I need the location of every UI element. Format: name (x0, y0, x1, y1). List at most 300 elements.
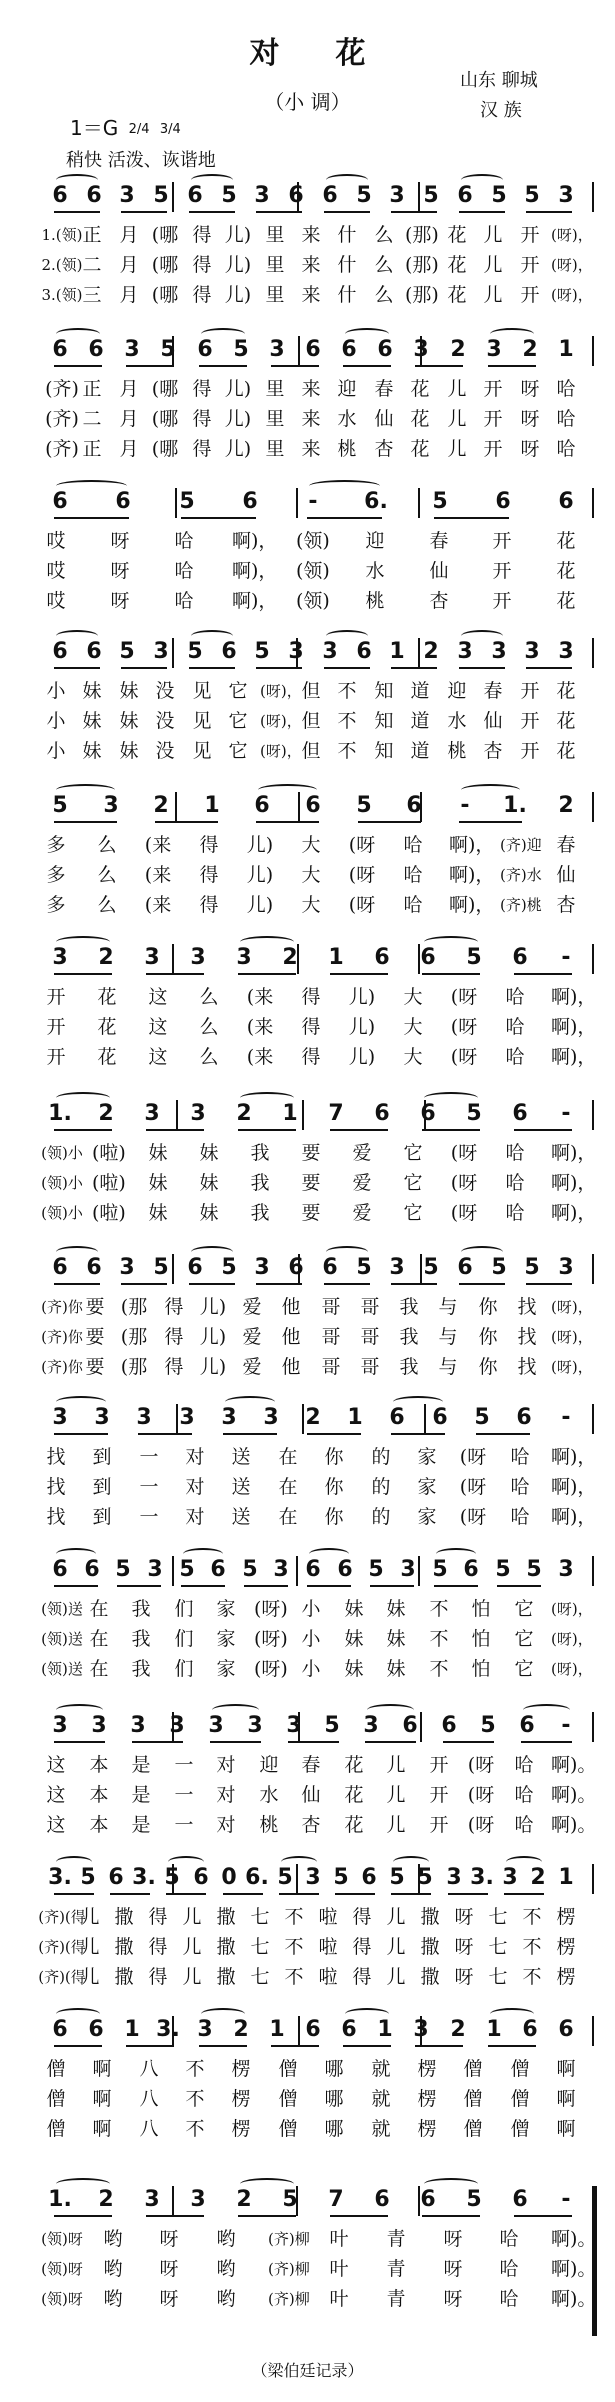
lyric-syllable: 妹 (148, 1202, 168, 1224)
note: 6 (516, 1405, 532, 1430)
lyric-syllable: (呀)， (551, 226, 593, 244)
beam-line (189, 211, 235, 213)
note: 1 (558, 337, 574, 362)
lyric-syllable: 么 (374, 284, 394, 306)
lyric-syllable: 儿 (447, 438, 467, 460)
lyric-syllable: (那 (120, 1326, 148, 1348)
lyric-syllable: 妹 (119, 710, 139, 732)
beam-line (422, 2215, 480, 2217)
lyric-syllable: 家 (417, 1446, 437, 1468)
note: 5 (233, 337, 249, 362)
beam-line (391, 1433, 445, 1435)
lyric-line (0, 892, 615, 918)
lyric-syllable: 小 (301, 1658, 321, 1680)
beam-line (54, 821, 117, 823)
lyric-syllable: 找 (517, 1326, 537, 1348)
lyric-syllable: 楞 (556, 1936, 576, 1958)
beam-line (238, 2215, 296, 2217)
lyric-syllable: 我 (250, 1172, 270, 1194)
note: 6 (197, 337, 213, 362)
staff-system (0, 182, 615, 332)
note: 5 (277, 1865, 293, 1890)
lyric-syllable: 哈 (505, 1172, 525, 1194)
beam-line (238, 973, 296, 975)
lyric-syllable: 来 (301, 408, 321, 430)
lyric-syllable: 我 (250, 1202, 270, 1224)
lyric-syllable: 他 (281, 1356, 301, 1378)
note: 5 (432, 1557, 448, 1582)
lyric-syllable: 哟 (216, 2258, 236, 2280)
lyric-syllable: 么 (199, 1046, 219, 1068)
lyric-syllable: 儿 (182, 1906, 202, 1928)
lyric-syllable: 多 (46, 864, 66, 886)
note: 3 (558, 1255, 574, 1280)
lyric-syllable: 是 (131, 1784, 151, 1806)
note: 5 (179, 1557, 195, 1582)
lyric-syllable: 它 (514, 1598, 534, 1620)
lyric-syllable: (领) (296, 530, 330, 552)
beam-line (422, 973, 480, 975)
beam-line (199, 2045, 247, 2047)
lyric-syllable: 春 (301, 1754, 321, 1776)
lyric-syllable: 妹 (148, 1142, 168, 1164)
lyric-syllable: 迎 (259, 1754, 279, 1776)
note: 5 (221, 183, 237, 208)
lyric-syllable: 本 (89, 1754, 109, 1776)
lyric-syllable: 哥 (360, 1296, 380, 1318)
beam-line (181, 1585, 225, 1587)
lyric-syllable: 得 (164, 1296, 184, 1318)
lyric-syllable: 不 (522, 1966, 542, 1988)
lyric-syllable: 哈 (403, 864, 423, 886)
beam-line (166, 1893, 206, 1895)
lyric-syllable: 啊)， (551, 1476, 597, 1498)
beam-line (54, 365, 102, 367)
lyric-syllable: (呀 (450, 986, 478, 1008)
note: 2 (530, 1865, 546, 1890)
lyric-syllable: (领) (296, 590, 330, 612)
lyric-syllable: 哥 (360, 1326, 380, 1348)
beam-line (199, 365, 247, 367)
lyric-syllable: 儿 (386, 1754, 406, 1776)
note: 1 (269, 2017, 285, 2042)
lyric-syllable: 没 (155, 710, 175, 732)
slur (201, 328, 245, 340)
lyric-syllable: (来 (144, 834, 172, 856)
lyric-syllable: 道 (410, 710, 430, 732)
lyric-syllable: 怕 (471, 1628, 491, 1650)
beam-line (121, 211, 167, 213)
lyric-syllable: 大 (403, 986, 423, 1008)
lyric-syllable: (啦) (92, 1202, 126, 1224)
lyric-syllable: 这 (46, 1814, 66, 1836)
lyric-syllable: 2.(领) (41, 256, 83, 274)
beam-line (54, 1585, 98, 1587)
lyric-syllable: 开 (492, 530, 512, 552)
lyric-syllable: (呀)， (260, 712, 302, 730)
lyric-syllable: 哥 (321, 1326, 341, 1348)
note: 6 (52, 2017, 68, 2042)
lyric-syllable: 儿 (483, 224, 503, 246)
note: 5 (333, 1865, 349, 1890)
note: - (308, 489, 318, 514)
lyric-syllable: 里 (265, 378, 285, 400)
note: 1 (328, 945, 344, 970)
lyric-syllable: 么 (97, 834, 117, 856)
note: 3. (132, 1865, 156, 1890)
lyric-syllable: (哪 (151, 284, 179, 306)
lyric-syllable: 儿) (348, 986, 376, 1008)
key-label: 1＝G (70, 116, 119, 140)
note: 3 (179, 1405, 195, 1430)
lyric-syllable: 送 (231, 1506, 251, 1528)
lyric-syllable: 里 (265, 438, 285, 460)
lyric-syllable: 儿) (246, 894, 274, 916)
lyric-syllable: 它 (228, 740, 248, 762)
lyric-syllable: (齐)水 (500, 866, 542, 884)
lyric-line (0, 1812, 615, 1838)
lyric-line (0, 558, 615, 584)
beam-line (54, 517, 129, 519)
beam-line (459, 821, 522, 823)
note-row (0, 2016, 615, 2046)
lyric-syllable: 与 (438, 1296, 458, 1318)
lyric-syllable: 开 (520, 254, 540, 276)
lyric-syllable: (齐)桃 (500, 896, 542, 914)
lyric-syllable: 在 (89, 1628, 109, 1650)
lyric-syllable: 呀 (159, 2258, 179, 2280)
lyric-syllable: 哥 (321, 1356, 341, 1378)
slur (56, 2008, 100, 2020)
lyric-syllable: (齐)柳 (268, 2230, 310, 2248)
beam-line (54, 1893, 94, 1895)
lyric-syllable: 八 (139, 2058, 159, 2080)
note: 3. (156, 2017, 180, 2042)
lyric-syllable: 啊)， (232, 530, 278, 552)
lyric-syllable: (领)呀 (41, 2290, 83, 2308)
lyric-syllable: 妹 (199, 1202, 219, 1224)
note: 6 (108, 1865, 124, 1890)
beam-line (459, 211, 505, 213)
slur (345, 328, 389, 340)
beam-line (330, 1129, 388, 1131)
note: 3 (144, 2187, 160, 2212)
lyric-line (0, 376, 615, 402)
note: 5 (356, 793, 372, 818)
lyric-syllable: 杏 (374, 438, 394, 460)
lyric-syllable: 来 (301, 378, 321, 400)
note: 7 (328, 1101, 344, 1126)
note: 3 (269, 337, 285, 362)
lyric-line (0, 2086, 615, 2112)
lyric-syllable: (哪 (151, 378, 179, 400)
lyric-syllable: 儿) (224, 284, 252, 306)
lyric-syllable: 不 (429, 1628, 449, 1650)
note: 6 (432, 1405, 448, 1430)
lyric-syllable: 杏 (483, 740, 503, 762)
beam-line (514, 2215, 572, 2217)
lyric-syllable: 得 (199, 864, 219, 886)
lyric-syllable: 妹 (386, 1658, 406, 1680)
lyric-syllable: (呀 (459, 1476, 487, 1498)
lyric-line (0, 528, 615, 554)
lyric-syllable: 啊)， (551, 1446, 597, 1468)
beam-line (521, 1741, 572, 1743)
lyric-syllable: (那 (120, 1356, 148, 1378)
lyric-syllable: 七 (250, 1936, 270, 1958)
lyric-syllable: 八 (139, 2118, 159, 2140)
note-row (0, 792, 615, 822)
lyric-syllable: 妹 (386, 1628, 406, 1650)
note: 2 (282, 945, 298, 970)
note: 0 (221, 1865, 237, 1890)
note: 3 (236, 945, 252, 970)
note: 3 (119, 1255, 135, 1280)
lyric-line (0, 1626, 615, 1652)
lyric-syllable: 哟 (216, 2288, 236, 2310)
song-title: 对花 (249, 36, 422, 71)
lyric-syllable: 儿) (199, 1326, 227, 1348)
lyric-syllable: 僧 (278, 2088, 298, 2110)
note: - (561, 1713, 571, 1738)
lyric-syllable: 哈 (403, 894, 423, 916)
lyric-syllable: 哎 (46, 590, 66, 612)
beam-line (415, 365, 463, 367)
lyric-syllable: (呀)， (551, 1298, 593, 1316)
lyric-line (0, 1354, 615, 1380)
slur (461, 1246, 503, 1258)
lyric-syllable: 妹 (148, 1172, 168, 1194)
note: 6 (406, 793, 422, 818)
lyric-syllable: 叶 (329, 2288, 349, 2310)
note: 6 (463, 1557, 479, 1582)
note: 6 (52, 489, 68, 514)
note: 3 (208, 1713, 224, 1738)
lyric-syllable: 哈 (174, 560, 194, 582)
note: 6 (420, 945, 436, 970)
beam-line (514, 973, 572, 975)
note: 3 (94, 1405, 110, 1430)
lyric-syllable: 花 (410, 408, 430, 430)
note: 6 (52, 183, 68, 208)
lyric-syllable: 一 (139, 1446, 159, 1468)
lyric-syllable: 月 (119, 408, 139, 430)
staff-system (0, 488, 615, 638)
slur (461, 784, 520, 796)
lyric-syllable: (领)小 (41, 1144, 83, 1162)
lyric-syllable: 大 (403, 1016, 423, 1038)
lyric-syllable: 与 (438, 1326, 458, 1348)
lyric-syllable: 哈 (499, 2258, 519, 2280)
lyric-syllable: (呀 (459, 1506, 487, 1528)
lyric-syllable: 桃 (259, 1814, 279, 1836)
lyric-syllable: 小 (46, 740, 66, 762)
lyric-syllable: 得 (148, 1936, 168, 1958)
lyric-syllable: 二 (82, 408, 102, 430)
beam-line (54, 973, 112, 975)
note: 3 (288, 639, 304, 664)
note: 6 (377, 337, 393, 362)
lyric-syllable: 啊)， (232, 590, 278, 612)
note: 6 (402, 1713, 418, 1738)
note: 3 (52, 1405, 68, 1430)
beam-line (343, 365, 391, 367)
note: 5 (480, 1713, 496, 1738)
lyric-syllable: 春 (483, 680, 503, 702)
lyric-line (0, 406, 615, 432)
lyric-syllable: 什 (337, 284, 357, 306)
lyric-syllable: 这 (148, 1046, 168, 1068)
note: 1 (347, 1405, 363, 1430)
slur (225, 1396, 275, 1408)
lyric-syllable: (哪 (151, 254, 179, 276)
lyric-syllable: 花 (97, 986, 117, 1008)
lyric-syllable: 没 (155, 680, 175, 702)
note: 3 (413, 337, 429, 362)
lyric-syllable: 小 (46, 710, 66, 732)
lyric-syllable: 妹 (199, 1172, 219, 1194)
lyric-syllable: (呀) (254, 1598, 288, 1620)
note: 3 (389, 183, 405, 208)
lyric-syllable: 对 (185, 1476, 205, 1498)
lyric-syllable: 楞 (556, 1906, 576, 1928)
lyric-syllable: (齐) (45, 438, 79, 460)
note: 3 (305, 1865, 321, 1890)
beam-line (54, 211, 100, 213)
lyric-syllable: 水 (447, 710, 467, 732)
note: 3 (52, 945, 68, 970)
lyric-syllable: (领)小 (41, 1174, 83, 1192)
beam-line (256, 667, 302, 669)
lyric-syllable: 我 (250, 1142, 270, 1164)
lyric-syllable: 七 (488, 1906, 508, 1928)
beam-line (117, 1585, 161, 1587)
lyric-syllable: 哈 (510, 1446, 530, 1468)
lyric-syllable: 啊)， (551, 1202, 597, 1224)
beam-line (146, 2215, 204, 2217)
lyric-line (0, 2256, 615, 2282)
beam-line (244, 1585, 288, 1587)
lyric-syllable: 开 (483, 438, 503, 460)
slur (281, 1856, 317, 1868)
beam-line (504, 1893, 544, 1895)
lyric-syllable: 儿 (182, 1966, 202, 1988)
lyric-syllable: 哥 (360, 1356, 380, 1378)
staff-system (0, 2016, 615, 2166)
note: - (460, 793, 470, 818)
lyric-syllable: 啊)， (551, 1172, 597, 1194)
lyric-syllable: (呀 (467, 1814, 495, 1836)
lyric-syllable: 呀 (443, 2288, 463, 2310)
lyric-syllable: (呀 (348, 864, 376, 886)
note: 3 (119, 183, 135, 208)
beam-line (121, 1283, 167, 1285)
lyric-syllable: 花 (556, 740, 576, 762)
note-row (0, 1864, 615, 1894)
lyric-syllable: 要 (301, 1202, 321, 1224)
lyric-syllable: (领)呀 (41, 2230, 83, 2248)
lyric-syllable: 杏 (301, 1814, 321, 1836)
lyric-syllable: 哈 (505, 1016, 525, 1038)
note-row (0, 488, 615, 518)
note: 1 (389, 639, 405, 664)
lyric-syllable: 没 (155, 740, 175, 762)
lyric-syllable: 么 (374, 224, 394, 246)
lyric-syllable: 家 (417, 1476, 437, 1498)
lyric-line (0, 708, 615, 734)
lyric-syllable: 啦 (318, 1906, 338, 1928)
lyric-line (0, 1444, 615, 1470)
slur (461, 174, 503, 186)
note: 2 (233, 2017, 249, 2042)
note: 3 (363, 1713, 379, 1738)
lyric-syllable: 哟 (103, 2258, 123, 2280)
note: 6 (558, 489, 574, 514)
lyric-syllable: 仙 (429, 560, 449, 582)
lyric-syllable: 小 (301, 1598, 321, 1620)
lyric-syllable: 妹 (82, 740, 102, 762)
lyric-syllable: 妹 (119, 740, 139, 762)
lyric-syllable: 啊)， (232, 560, 278, 582)
note-row (0, 336, 615, 366)
lyric-syllable: 开 (520, 710, 540, 732)
lyric-syllable: 哈 (556, 438, 576, 460)
note: 1. (503, 793, 527, 818)
slur (461, 630, 503, 642)
beam-line (54, 2215, 112, 2217)
beam-line (307, 517, 382, 519)
lyric-syllable: 八 (139, 2088, 159, 2110)
slur (56, 1246, 98, 1258)
lyric-syllable: 正 (82, 378, 102, 400)
lyric-syllable: 花 (447, 224, 467, 246)
note: 3 (413, 2017, 429, 2042)
lyric-syllable: 就 (371, 2118, 391, 2140)
lyric-syllable: 哪 (324, 2118, 344, 2140)
lyric-syllable: 但 (301, 680, 321, 702)
lyric-line (0, 252, 615, 278)
lyric-syllable: 撒 (114, 1936, 134, 1958)
beam-line (256, 1283, 302, 1285)
lyric-syllable: 青 (386, 2258, 406, 2280)
lyric-syllable: 道 (410, 740, 430, 762)
lyric-syllable: 呀 (443, 2258, 463, 2280)
note: 6. (364, 489, 388, 514)
slur (436, 1548, 476, 1560)
lyric-syllable: 么 (97, 894, 117, 916)
lyric-syllable: 得 (301, 1016, 321, 1038)
lyric-syllable: 你 (478, 1296, 498, 1318)
beam-line (365, 1741, 416, 1743)
note: 3 (558, 639, 574, 664)
lyric-line (0, 1474, 615, 1500)
lyric-syllable: 哈 (505, 986, 525, 1008)
lyric-syllable: 得 (192, 224, 212, 246)
note: 2 (98, 945, 114, 970)
lyric-syllable: 要 (301, 1172, 321, 1194)
lyric-syllable: 它 (228, 680, 248, 702)
lyric-syllable: 么 (97, 864, 117, 886)
beam-line (443, 1741, 494, 1743)
lyric-syllable: 花 (344, 1814, 364, 1836)
lyric-syllable: 妹 (386, 1598, 406, 1620)
lyric-syllable: 里 (265, 408, 285, 430)
note: 6 (522, 2017, 538, 2042)
lyric-syllable: (啦) (92, 1142, 126, 1164)
lyric-syllable: 得 (192, 438, 212, 460)
lyric-syllable: 花 (97, 1016, 117, 1038)
lyric-syllable: 他 (281, 1296, 301, 1318)
